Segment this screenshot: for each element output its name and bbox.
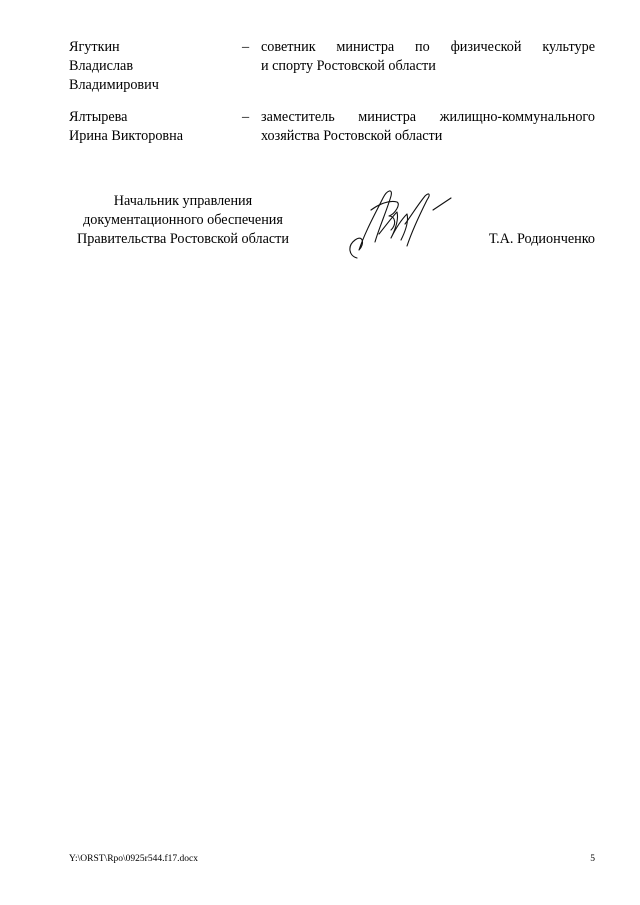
- signer-name: Т.А. Родионченко: [488, 231, 595, 247]
- member-role-line: заместитель министра жилищно-коммунального: [261, 109, 595, 125]
- footer-file-path: Y:\ORST\Rpo\0925r544.f17.docx: [69, 854, 198, 864]
- member-name-line: Владимирович: [69, 77, 159, 93]
- member-role-line: советник министра по физической культуре: [261, 39, 595, 55]
- member-dash: –: [242, 39, 250, 55]
- member-name-line: Ялтырева: [69, 109, 128, 125]
- member-role-line: и спорту Ростовской области: [261, 58, 436, 74]
- member-role-line: хозяйства Ростовской области: [261, 128, 443, 144]
- member-name-line: Владислав: [69, 58, 134, 74]
- member-name: [69, 108, 239, 146]
- handwritten-signature: [335, 180, 460, 270]
- member-name: [69, 38, 239, 95]
- signatory-position-line: документационного обеспечения: [83, 212, 283, 228]
- member-dash: –: [242, 109, 250, 125]
- member-name-line: Ягуткин: [69, 39, 120, 55]
- signatory-position-line: Правительства Ростовской области: [77, 231, 289, 247]
- signatory-position-line: Начальник управления: [113, 193, 253, 209]
- signatory-position: [63, 192, 303, 249]
- page-number: 5: [590, 854, 595, 864]
- member-role: [261, 108, 595, 146]
- member-role: [261, 38, 595, 76]
- member-name-line: Ирина Викторовна: [69, 128, 184, 144]
